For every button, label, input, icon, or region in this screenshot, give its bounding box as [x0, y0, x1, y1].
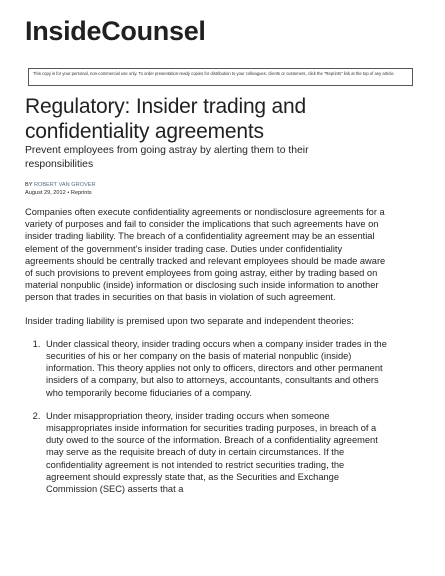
- byline-prefix: BY: [25, 182, 33, 188]
- theories-list: [25, 338, 387, 495]
- masthead-logo: InsideCounsel: [25, 16, 206, 46]
- copyright-notice: This copy is for your personal, non-commercial use only. To order presentation-ready copies for distribution to your colleagues, clients or customers, click the "Reprints" link at the top of any article.: [28, 68, 413, 86]
- body-paragraph: Insider trading liability is premised upon two separate and independent theories:: [25, 315, 354, 326]
- list-item: 2. Under misappropriation theory, insider trading occurs when someone misappropriates inside information for securities trading purposes, in breach of a duty owed to the source of the information. Breach of a confidentiality agreement may serve as the requisite breach of duty in certain circumstances. If the confidentiality agreement is not intended to restrict securities trading, the agreement should expressly state that, as the Securities and Exchange Commission (SEC) asserts that a: [43, 410, 387, 495]
- dateline: [25, 189, 92, 197]
- byline: [25, 181, 95, 189]
- separator-bullet: •: [67, 190, 70, 196]
- author-link[interactable]: ROBERT VAN GROVER: [33, 182, 96, 188]
- reprints-link[interactable]: Reprints: [70, 190, 92, 196]
- body-paragraph: Companies often execute confidentiality agreements or nondisclosure agreements for a variety of purposes and fail to consider the implications that such agreements have on insider trading liability. The breach of a confidentiality agreement may be an essential element of the government’s insider trading case. Duties under confidentiality agreements should be centrally tracked and relevant employees should be made aware of such provisions to prevent employees from going astray, either by trading based on material nonpublic (inside) information or disclosing such inside information to another person that trades in securities on that basis in violation of such agreement.: [25, 207, 386, 303]
- article-body: [25, 206, 387, 506]
- article-title: Regulatory: Insider trading and confidentiality agreements: [25, 95, 306, 143]
- publish-date: August 29, 2012: [25, 190, 66, 196]
- article-subtitle: Prevent employees from going astray by alerting them to their responsibilities: [25, 145, 309, 170]
- list-item: 1. Under classical theory, insider trading occurs when a company insider trades in the securities of his or her company on the basis of material nonpublic (inside) information. This theory applies not only to officers, directors and other permanent insiders of a company, but also to attorneys, accountants, consultants and others who temporarily become fiduciaries of a company.: [43, 338, 387, 399]
